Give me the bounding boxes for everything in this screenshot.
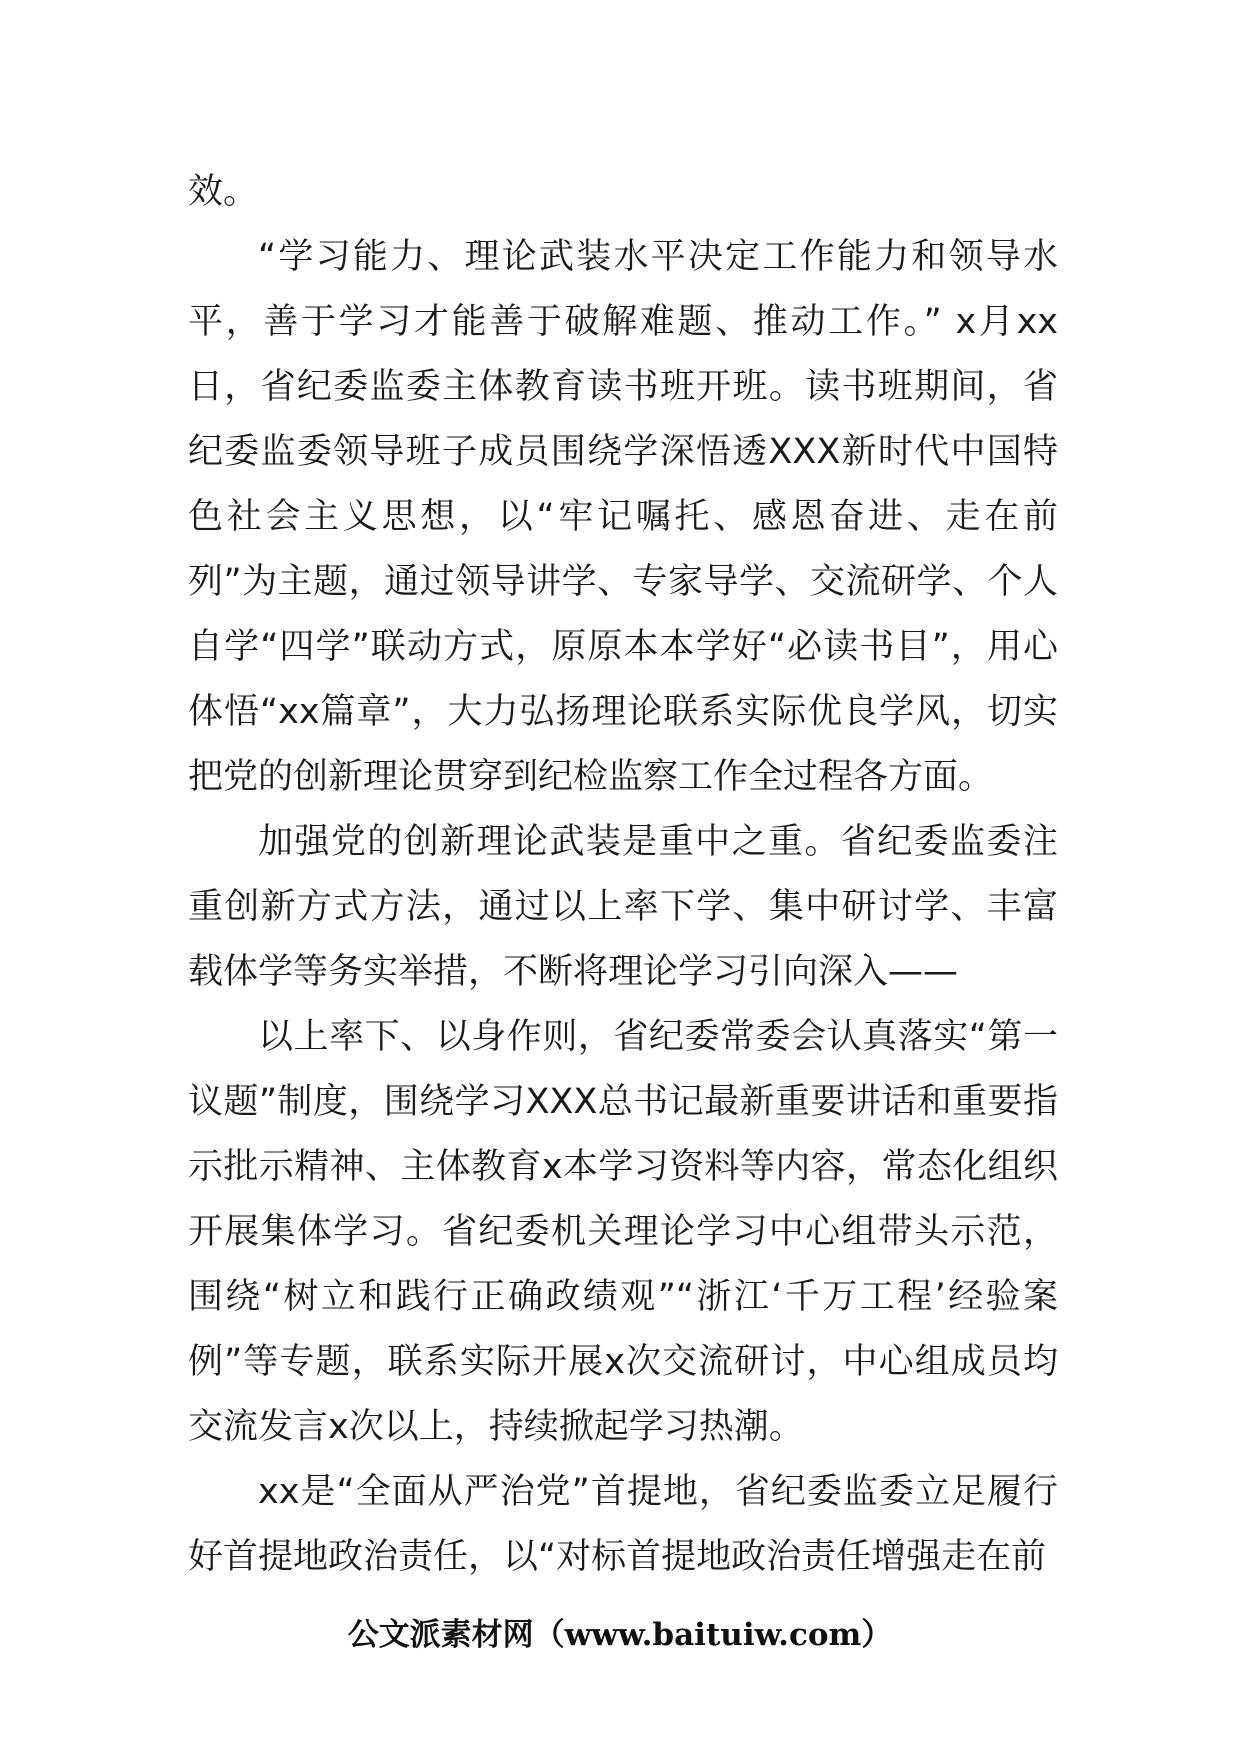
document-body [188,160,1058,1590]
paragraph-2: “学习能力、理论武装水平决定工作能力和领导水平，善于学习才能善于破解难题、推动工作。” x月xx日，省纪委监委主体教育读书班开班。读书班期间，省纪委监委领导班子成员围绕学深悟透XXX新时代中国特色社会主义思想，以“牢记嘱托、感恩奋进、走在前列”为主题，通过领导讲学、专家导学、交流研学、个人自学“四学”联动方式，原原本本学好“必读书目”，用心体悟“xx篇章”，大力弘扬理论联系实际优良学风，切实把党的创新理论贯穿到纪检监察工作全过程各方面。 [188,237,1059,797]
paragraph-1: 效。 [188,172,259,212]
paragraph-5: xx是“全面从严治党”首提地，省纪委监委立足履行好首提地政治责任，以“对标首提地政治责任增强走在前 [188,1472,1058,1577]
paragraph-4: 以上率下、以身作则，省纪委常委会认真落实“第一议题”制度，围绕学习XXX总书记最新重要讲话和重要指示批示精神、主体教育x本学习资料等内容，常态化组织开展集体学习。省纪委机关理论学习中心组带头示范，围绕“树立和践行正确政绩观”“浙江‘千万工程’经验案例”等专题，联系实际开展x次交流研讨，中心组成员均交流发言x次以上，持续掀起学习热潮。 [188,1017,1058,1447]
paragraph-3: 加强党的创新理论武装是重中之重。省纪委监委注重创新方式方法，通过以上率下学、集中研讨学、丰富载体学等务实举措，不断将理论学习引向深入—— [188,822,1058,992]
footer-watermark-text: 公文派素材网（www.baituiw.com） [347,1617,893,1653]
